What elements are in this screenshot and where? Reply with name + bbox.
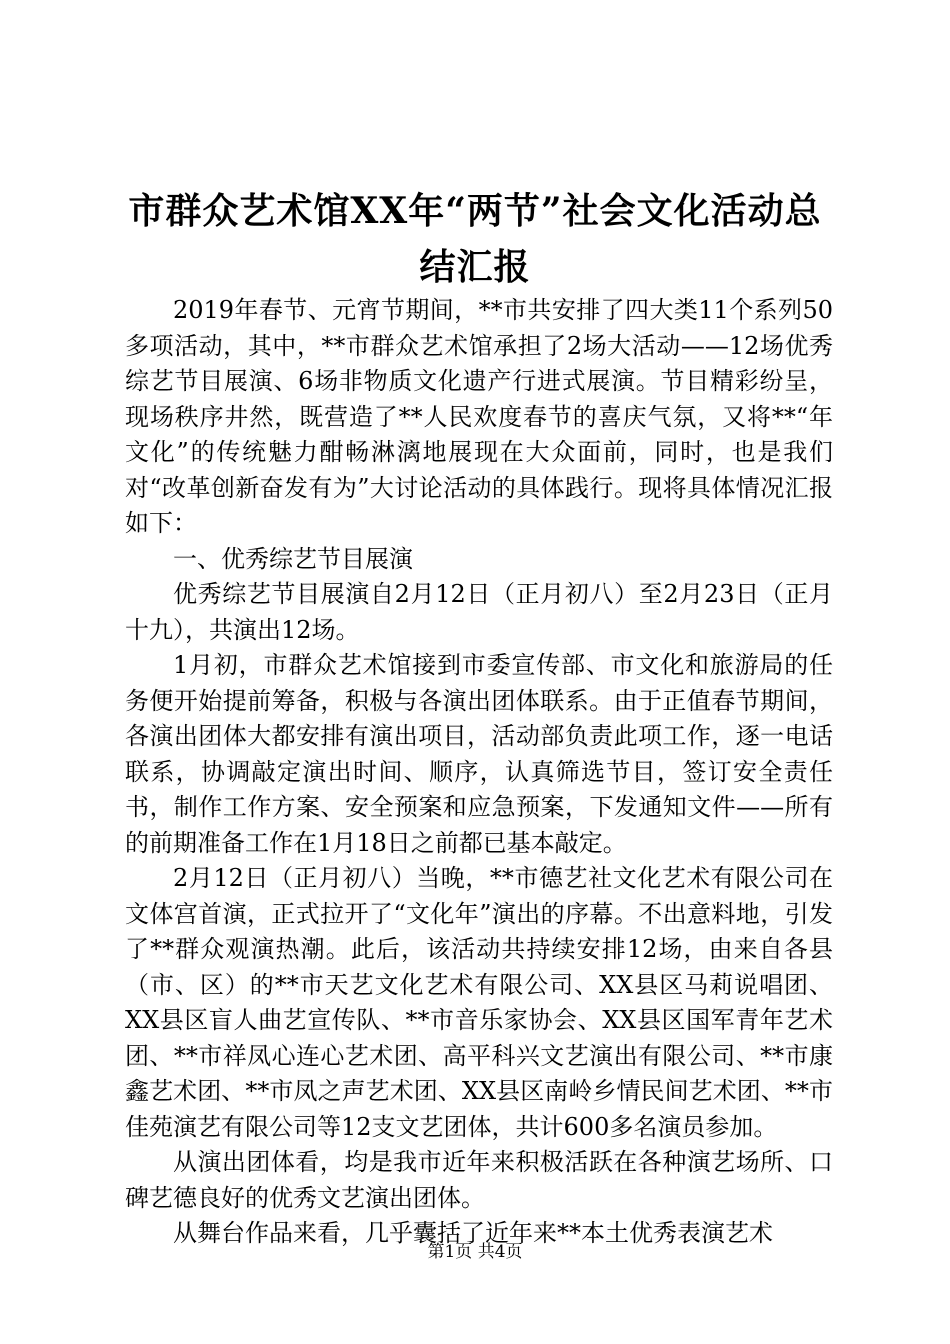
document-title: 市群众艺术馆XX年“两节”社会文化活动总结汇报 (128, 190, 822, 288)
paragraph-premiere: 2月12日（正月初八）当晚，**市德艺社文化艺术有限公司在文体宫首演，正式拉开了“文化年”演出的序幕。不出意料地，引发了**群众观演热潮。此后，该活动共持续安排12场，由来自各县（市、区）的**市天艺文化艺术有限公司、XX县区马莉说唱团、XX县区盲人曲艺宣传队、**市音乐家协会、XX县区国军青年艺术团、**市祥凤心连心艺术团、高平科兴文艺演出有限公司、**市康鑫艺术团、**市凤之声艺术团、XX县区南岭乡情民间艺术团、**市佳苑演艺有限公司等12支文艺团体，共计600多名演员参加。 (125, 864, 833, 1141)
paragraph-works: 从舞台作品来看，几乎囊括了近年来**本土优秀表演艺术 (173, 1219, 773, 1247)
document-body (125, 293, 833, 1252)
section-heading-1: 一、优秀综艺节目展演 (173, 544, 413, 573)
paragraph-preparation: 1月初，市群众艺术馆接到市委宣传部、市文化和旅游局的任务便开始提前筹备，积极与各演出团体联系。由于正值春节期间，各演出团体大都安排有演出项目，活动部负责此项工作，逐一电话联系，协调敲定演出时间、顺序，认真筛选节目，签订安全责任书，制作工作方案、安全预案和应急预案，下发通知文件——所有的前期准备工作在1月18日之前都已基本敲定。 (125, 651, 833, 857)
page-number-footer: 第1页 共4页 (427, 1242, 523, 1262)
paragraph-schedule: 优秀综艺节目展演自2月12日（正月初八）至2月23日（正月十九），共演出12场。 (125, 580, 833, 644)
paragraph-intro: 2019年春节、元宵节期间，**市共安排了四大类11个系列50多项活动，其中，**市群众艺术馆承担了2场大活动——12场优秀综艺节目展演、6场非物质文化遗产行进式展演。节目精彩纷呈，现场秩序井然，既营造了**人民欢度春节的喜庆气氛，又将**“年文化”的传统魅力酣畅淋漓地展现在大众面前，同时，也是我们对“改革创新奋发有为”大讨论活动的具体践行。现将具体情况汇报如下： (125, 296, 833, 537)
paragraph-troupes: 从演出团体看，均是我市近年来积极活跃在各种演艺场所、口碑艺德良好的优秀文艺演出团体。 (125, 1148, 833, 1212)
